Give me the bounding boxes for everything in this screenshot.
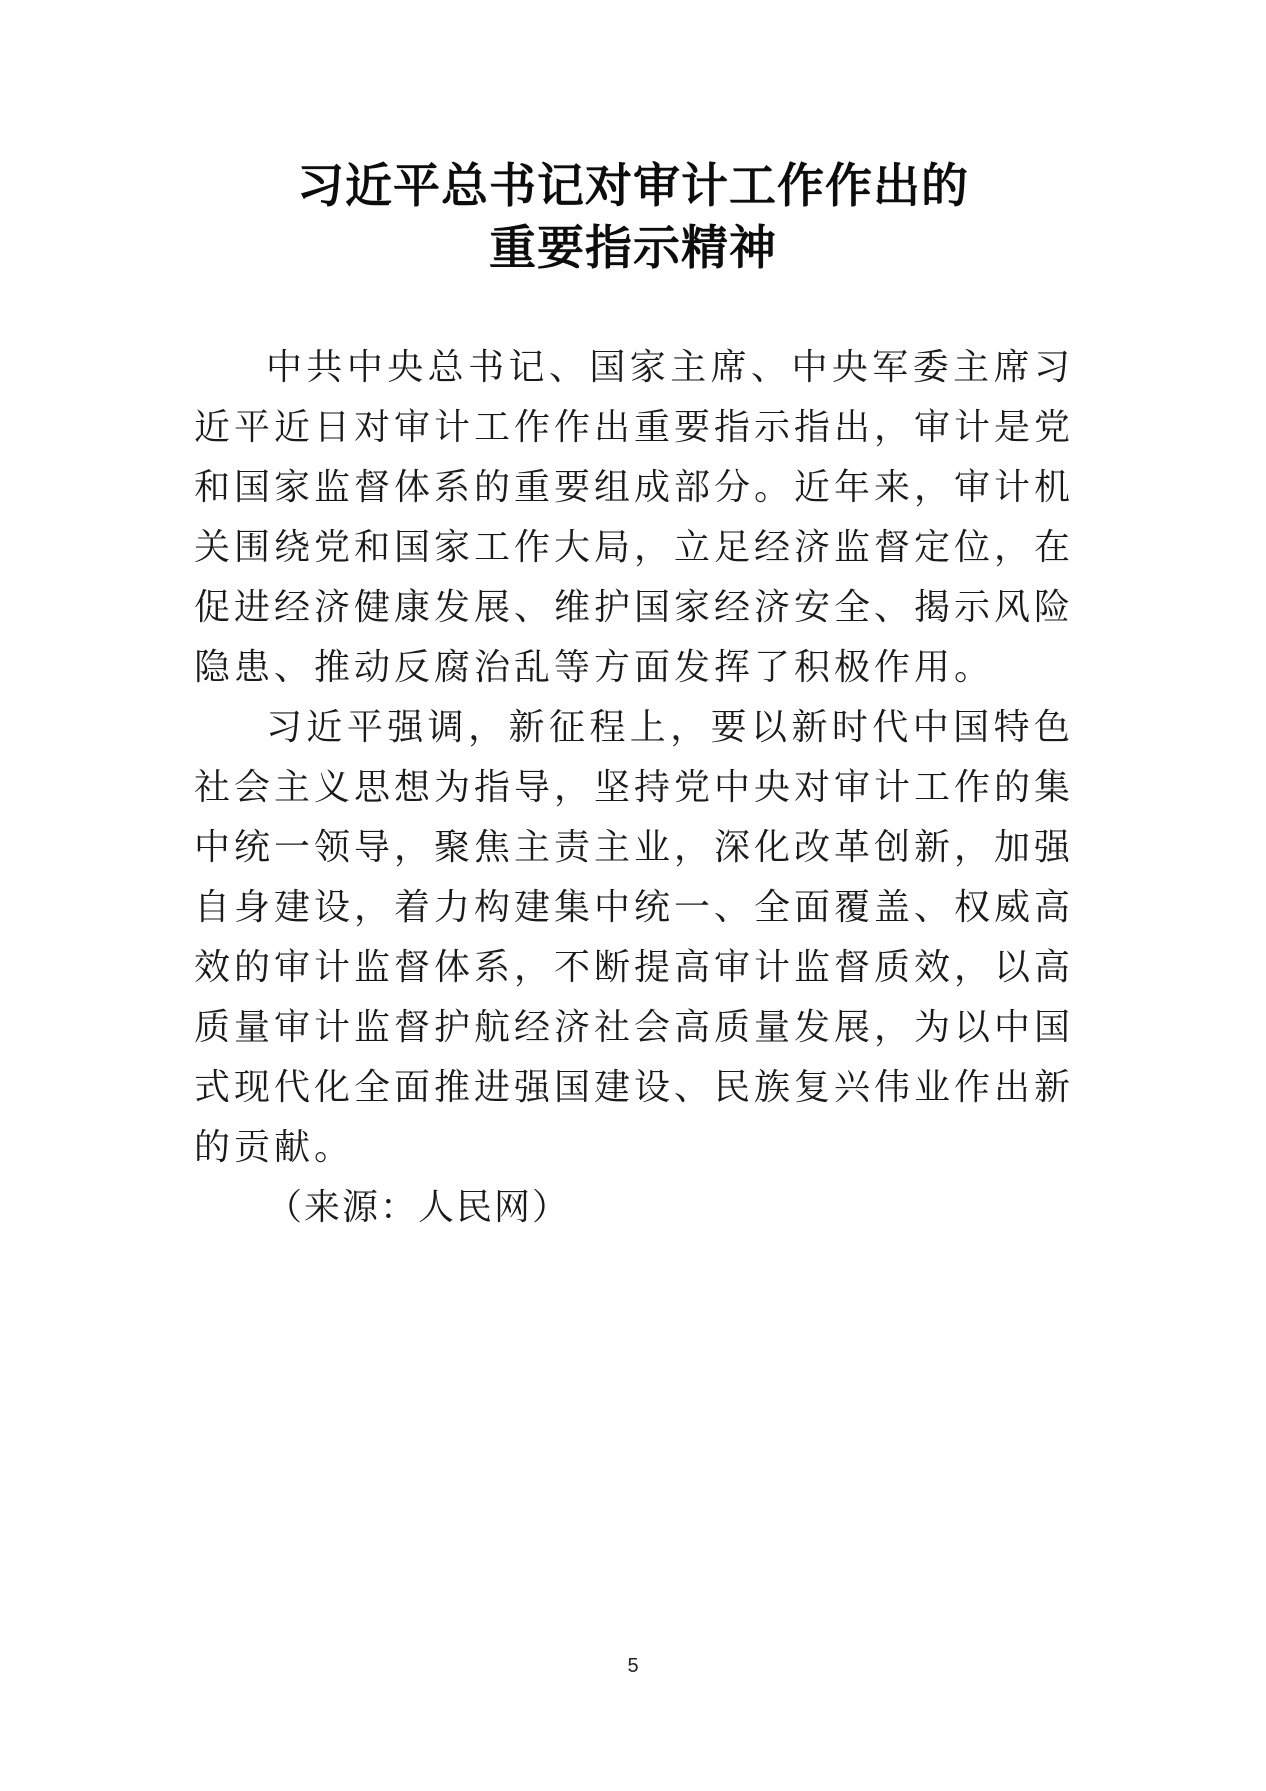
document-body — [194, 338, 1074, 1238]
document-title — [0, 156, 1266, 280]
body-paragraph-2: 习近平强调，新征程上，要以新时代中国特色社会主义思想为指导，坚持党中央对审计工作的集中统一领导，聚焦主责主业，深化改革创新，加强自身建设，着力构建集中统一、全面覆盖、权威高效的审计监督体系，不断提高审计监督质效，以高质量审计监督护航经济社会高质量发展，为以中国式现代化全面推进强国建设、民族复兴伟业作出新的贡献。 — [194, 707, 1075, 1168]
body-paragraph-1: 中共中央总书记、国家主席、中央军委主席习近平近日对审计工作作出重要指示指出，审计是党和国家监督体系的重要组成部分。近年来，审计机关围绕党和国家工作大局，立足经济监督定位，在促进经济健康发展、维护国家经济安全、揭示风险隐患、推动反腐治乱等方面发挥了积极作用。 — [194, 347, 1075, 688]
source-attribution: （来源：人民网） — [266, 1187, 571, 1228]
title-line-2: 重要指示精神 — [489, 221, 777, 276]
title-line-1: 习近平总书记对审计工作作出的 — [297, 159, 969, 214]
page-number: 5 — [627, 1655, 639, 1677]
